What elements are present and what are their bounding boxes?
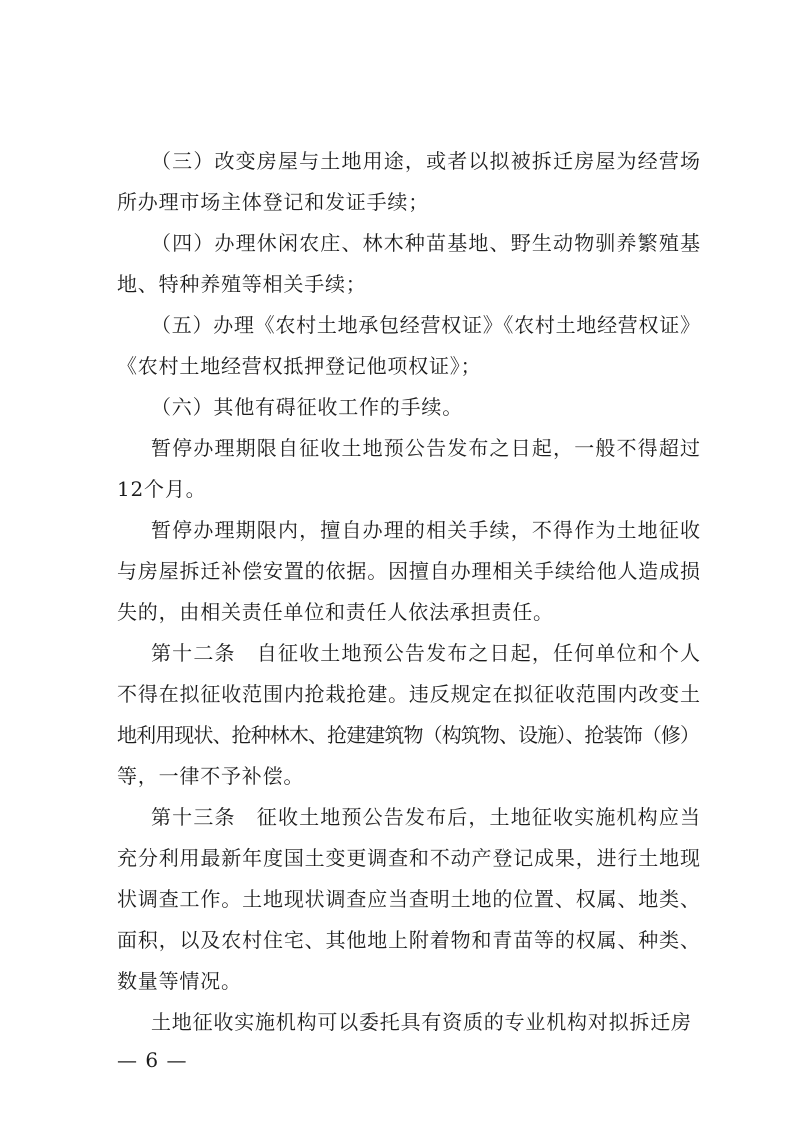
text-line: 失的，由相关责任单位和责任人依法承担责任。 xyxy=(117,600,554,624)
article-paragraph xyxy=(117,797,700,1002)
text-line: 地利用现状、抢种林木、抢建建筑物（构筑物、设施）、抢装饰（修） xyxy=(117,723,700,747)
text-line: 面积，以及农村住宅、其他地上附着物和青苗等的权属、种类、 xyxy=(117,928,701,952)
text-line: 暂停办理期限自征收土地预公告发布之日起，一般不得超过 xyxy=(151,436,702,460)
text-line: 充分利用最新年度国土变更调查和不动产登记成果，进行土地现 xyxy=(117,846,701,870)
text-line: 暂停办理期限内，擅自办理的相关手续，不得作为土地征收 xyxy=(151,518,702,542)
text-line: 状调查工作。土地现状调查应当查明土地的位置、权属、地类、 xyxy=(117,887,701,911)
text-line: 地、特种养殖等相关手续； xyxy=(117,272,367,296)
text-line: （四）办理休闲农庄、林木种苗基地、野生动物驯养繁殖基 xyxy=(151,231,702,255)
paragraph xyxy=(117,223,700,305)
paragraph xyxy=(117,387,700,428)
text-line: 等，一律不予补偿。 xyxy=(117,764,305,788)
page-number: — 6 — xyxy=(117,1048,188,1072)
text-line: （五）办理《农村土地承包经营权证》《农村土地经营权证》 xyxy=(151,313,701,337)
text-line: 第十三条 征收土地预公告发布后，土地征收实施机构应当 xyxy=(151,805,702,829)
document-body xyxy=(117,141,700,1043)
text-line: （六）其他有碍征收工作的手续。 xyxy=(151,395,463,419)
text-line: 与房屋拆迁补偿安置的依据。因擅自办理相关手续给他人造成损 xyxy=(117,559,701,583)
paragraph xyxy=(117,141,700,223)
text-line: 土地征收实施机构可以委托具有资质的专业机构对拟拆迁房 xyxy=(151,1010,692,1034)
text-line: 不得在拟征收范围内抢栽抢建。违反规定在拟征收范围内改变土 xyxy=(117,682,701,706)
paragraph xyxy=(117,1002,700,1043)
article-paragraph xyxy=(117,633,700,797)
text-line: 第十二条 自征收土地预公告发布之日起，任何单位和个人 xyxy=(151,641,702,665)
paragraph xyxy=(117,305,700,387)
text-line: 12个月。 xyxy=(117,477,207,501)
text-line: （三）改变房屋与土地用途，或者以拟被拆迁房屋为经营场 xyxy=(151,149,702,173)
text-line: 数量等情况。 xyxy=(117,969,242,993)
paragraph xyxy=(117,510,700,633)
text-line: 《农村土地经营权抵押登记他项权证》； xyxy=(117,354,482,378)
text-line: 所办理市场主体登记和发证手续； xyxy=(117,190,429,214)
paragraph xyxy=(117,428,700,510)
